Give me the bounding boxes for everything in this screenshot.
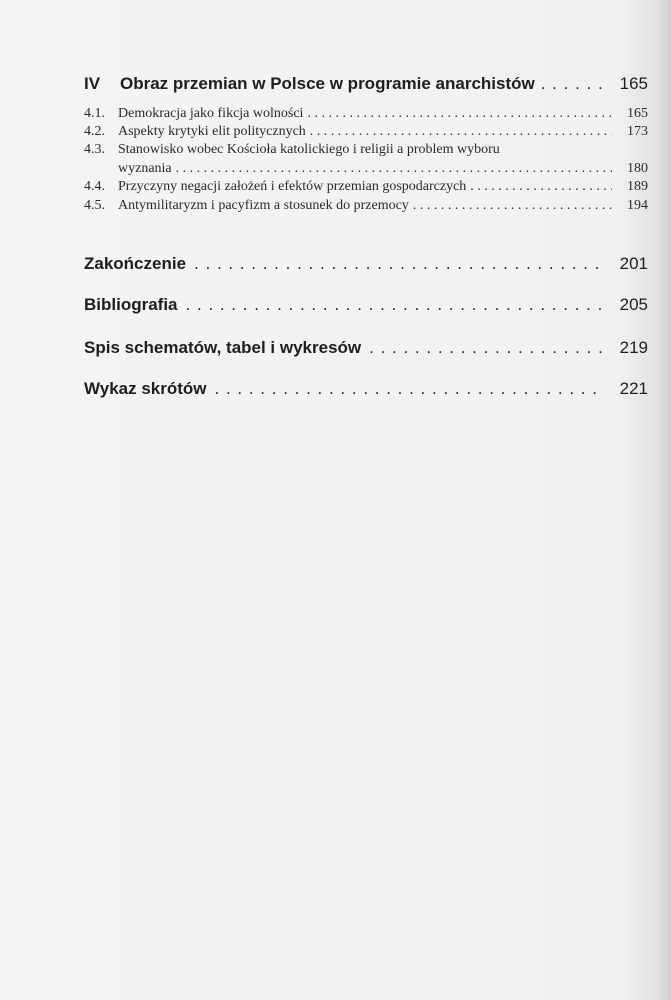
back-matter-page: 205 xyxy=(619,295,648,314)
back-matter-title: Zakończenie xyxy=(84,254,187,273)
toc-zakonczenie xyxy=(84,254,648,274)
chapter-title: Obraz przemian w Polsce w programie anarchistów xyxy=(120,74,535,93)
toc-subsection-4-2 xyxy=(84,124,648,140)
back-matter-title: Bibliografia xyxy=(84,295,178,314)
back-matter-page: 201 xyxy=(619,254,648,273)
toc-subsection-4-5 xyxy=(84,198,648,214)
back-matter-title: Wykaz skrótów xyxy=(84,379,207,398)
dot-leader xyxy=(186,295,604,315)
chapter-number: IV xyxy=(84,74,101,93)
subsection-number: 4.1. xyxy=(84,106,105,121)
subsection-page: 194 xyxy=(627,198,648,213)
subsection-page: 165 xyxy=(627,106,648,121)
dot-leader xyxy=(310,124,612,140)
toc-spis-schematow xyxy=(84,338,648,358)
dot-leader xyxy=(470,179,612,195)
toc-subsection-4-3-line2 xyxy=(84,161,648,177)
dot-leader xyxy=(369,338,604,358)
toc-subsection-4-3-line1 xyxy=(84,142,648,158)
subsection-number: 4.5. xyxy=(84,198,105,213)
toc-chapter-iv xyxy=(84,74,648,94)
toc-wykaz-skrotow xyxy=(84,379,648,399)
subsection-page: 173 xyxy=(627,124,648,139)
toc-bibliografia xyxy=(84,295,648,315)
subsection-title: Demokracja jako fikcja wolności xyxy=(118,106,304,121)
dot-leader xyxy=(541,74,608,94)
back-matter-page: 221 xyxy=(619,379,648,398)
chapter-page: 165 xyxy=(619,74,648,93)
toc-subsection-4-4 xyxy=(84,179,648,195)
subsection-title: Przyczyny negacji założeń i efektów przemian gospodarczych xyxy=(118,179,467,194)
subsection-number: 4.3. xyxy=(84,142,105,157)
toc-subsection-4-1 xyxy=(84,106,648,122)
subsection-title: Aspekty krytyki elit politycznych xyxy=(118,124,306,139)
dot-leader xyxy=(307,106,612,122)
subsection-title: Antymilitaryzm i pacyfizm a stosunek do przemocy xyxy=(118,198,409,213)
dot-leader xyxy=(215,379,604,399)
back-matter-page: 219 xyxy=(619,338,648,357)
subsection-number: 4.4. xyxy=(84,179,105,194)
dot-leader xyxy=(413,198,612,214)
subsection-title-line1: Stanowisko wobec Kościoła katolickiego i religii a problem wyboru xyxy=(118,142,500,157)
subsection-title-line2: wyznania xyxy=(118,161,172,176)
subsection-page: 180 xyxy=(627,161,648,176)
back-matter-title: Spis schematów, tabel i wykresów xyxy=(84,338,362,357)
dot-leader xyxy=(176,161,612,177)
subsection-page: 189 xyxy=(627,179,648,194)
subsection-number: 4.2. xyxy=(84,124,105,139)
dot-leader xyxy=(194,254,604,274)
